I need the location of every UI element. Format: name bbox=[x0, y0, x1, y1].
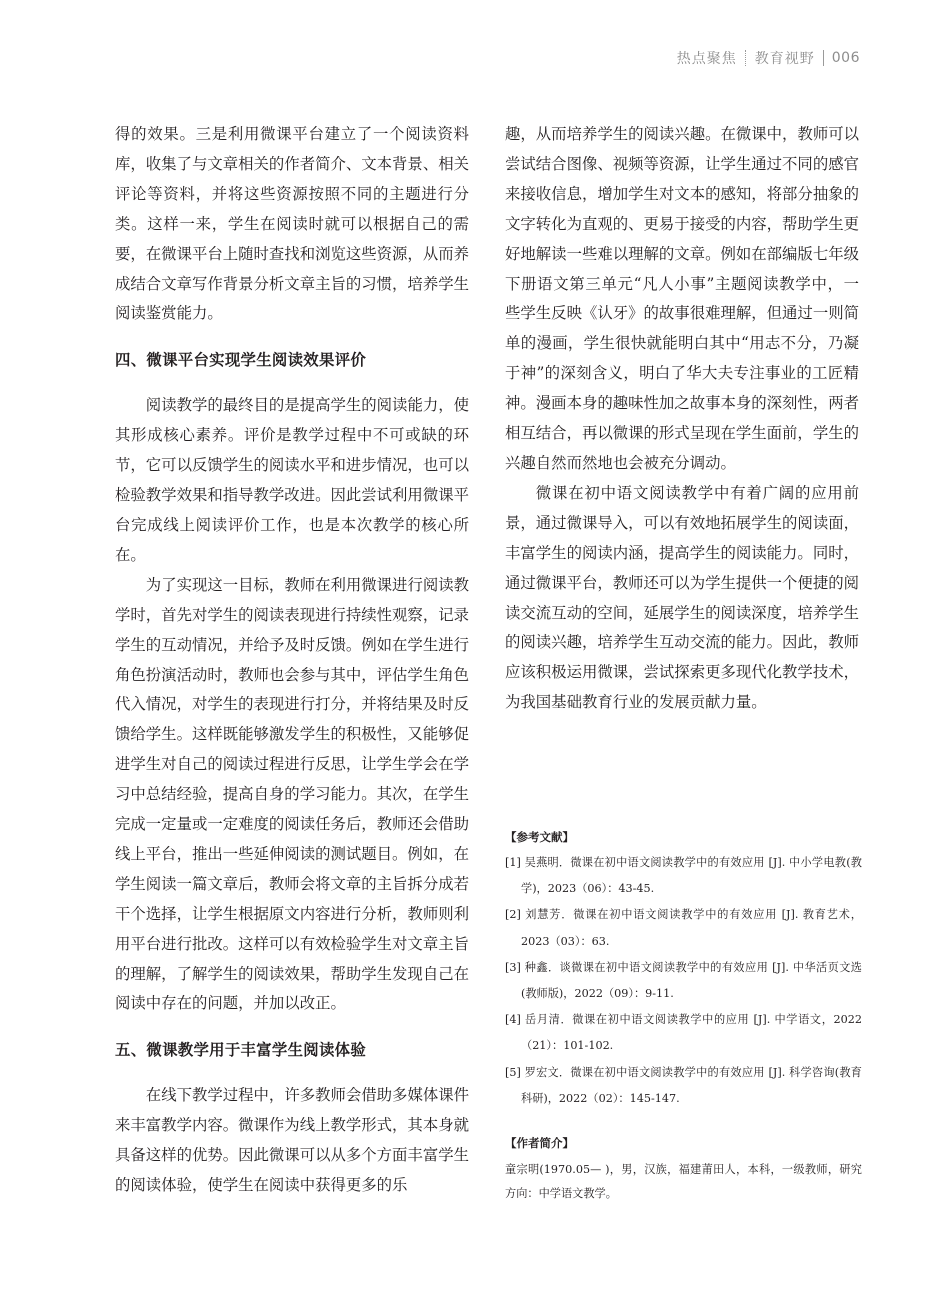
header-divider-solid bbox=[823, 50, 824, 66]
paragraph-conclusion: 微课在初中语文阅读教学中有着广阔的应用前景，通过微课导入，可以有效地拓展学生的阅读面，丰富学生的阅读内涵，提高学生的阅读能力。同时，通过微课平台，教师还可以为学生提供一个便捷的阅读交流互动的空间，延展学生的阅读深度，培养学生的阅读兴趣，培养学生互动交流的能力。因此，教师应该积极运用微课，尝试探索更多现代化教学技术，为我国基础教育行业的发展贡献力量。 bbox=[505, 483, 859, 712]
header-section: 热点聚焦 bbox=[676, 51, 737, 67]
author-bio-text: 童宗明(1970.05— )，男，汉族，福建莆田人，本科，一级教师，研究方向：中学语文教学。 bbox=[505, 1163, 862, 1200]
reference-item: [2] 刘慧芳．微课在初中语文阅读教学中的有效应用 [J]. 教育艺术，2023（03）：63. bbox=[505, 908, 862, 948]
reference-item: [1] 吴燕明．微课在初中语文阅读教学中的有效应用 [J]. 中小学电教(教学)，2023（06）：43-45. bbox=[505, 856, 862, 896]
paragraph-continued: 趣，从而培养学生的阅读兴趣。在微课中，教师可以尝试结合图像、视频等资源，让学生通过不同的感官来接收信息，增加学生对文本的感知，将部分抽象的文字转化为直观的、更易于接受的内容，帮助学生更好地解读一些难以理解的文章。例如在部编版七年级下册语文第三单元“凡人小事”主题阅读教学中，一些学生反映《认牙》的故事很难理解，但通过一则简单的漫画，学生很快就能明白其中“用志不分，乃凝于神”的深刻含义，明白了华大夫专注事业的工匠精神。漫画本身的趣味性加之故事本身的深刻性，两者相互结合，再以微课的形式呈现在学生面前，学生的兴趣自然而然地也会被充分调动。 bbox=[505, 125, 859, 472]
paragraph-5a: 在线下教学过程中，许多教师会借助多媒体课件来丰富教学内容。微课作为线上教学形式，其本身就具备这样的优势。因此微课可以从多个方面丰富学生的阅读体验，使学生在阅读中获得更多的乐 bbox=[115, 1086, 470, 1195]
paragraph-4a: 阅读教学的最终目的是提高学生的阅读能力，使其形成核心素养。评价是教学过程中不可或缺的环节，它可以反馈学生的阅读水平和进步情况，也可以检验教学效果和指导教学改进。因此尝试利用微课平台完成线上阅读评价工作，也是本次教学的核心所在。 bbox=[115, 396, 470, 564]
references-block bbox=[505, 826, 862, 1112]
running-header bbox=[677, 48, 860, 68]
reference-item: [4] 岳月清．微课在初中语文阅读教学中的应用 [J]. 中学语文，2022（21）：101-102. bbox=[505, 1013, 862, 1053]
right-column bbox=[505, 120, 859, 718]
section-heading-5: 五、微课教学用于丰富学生阅读体验 bbox=[115, 1041, 367, 1060]
section-heading-4: 四、微课平台实现学生阅读效果评价 bbox=[115, 351, 367, 370]
author-bio-title: 【作者简介】 bbox=[505, 1136, 574, 1150]
reference-item: [3] 种鑫．谈微课在初中语文阅读教学中的有效应用 [J]. 中华活页文选(教师版)，2022（09）：9-11. bbox=[505, 960, 862, 1001]
paragraph-4b: 为了实现这一目标，教师在利用微课进行阅读教学时，首先对学生的阅读表现进行持续性观察，记录学生的互动情况，并给予及时反馈。例如在学生进行角色扮演活动时，教师也会参与其中，评估学生角色代入情况，对学生的表现进行打分，并将结果及时反馈给学生。这样既能够激发学生的积极性，又能够促进学生对自己的阅读过程进行反思，让学生学会在学习中总结经验，提高自身的学习能力。其次，在学生完成一定量或一定难度的阅读任务后，教师还会借助线上平台，推出一些延伸阅读的测试题目。例如，在学生阅读一篇文章后，教师会将文章的主旨拆分成若干个选择，让学生根据原文内容进行分析，教师则利用平台进行批改。这样可以有效检验学生对文章主旨的理解，了解学生的阅读效果，帮助学生发现自己在阅读中存在的问题，并加以改正。 bbox=[115, 575, 470, 1013]
header-divider-dotted bbox=[745, 50, 747, 66]
page-number: 006 bbox=[831, 50, 860, 66]
paragraph-intro: 得的效果。三是利用微课平台建立了一个阅读资料库，收集了与文章相关的作者简介、文本背景、相关评论等资料，并将这些资源按照不同的主题进行分类。这样一来，学生在阅读时就可以根据自己的需要，在微课平台上随时查找和浏览这些资源，从而养成结合文章写作背景分析文章主旨的习惯，培养学生阅读鉴赏能力。 bbox=[115, 125, 469, 323]
reference-item: [5] 罗宏文．微课在初中语文阅读教学中的有效应用 [J]. 科学咨询(教育科研)，2022（02）：145-147. bbox=[505, 1065, 862, 1105]
header-column: 教育视野 bbox=[754, 51, 815, 67]
references-title: 【参考文献】 bbox=[505, 830, 574, 844]
author-bio-block bbox=[505, 1132, 862, 1206]
left-column bbox=[115, 120, 469, 1201]
